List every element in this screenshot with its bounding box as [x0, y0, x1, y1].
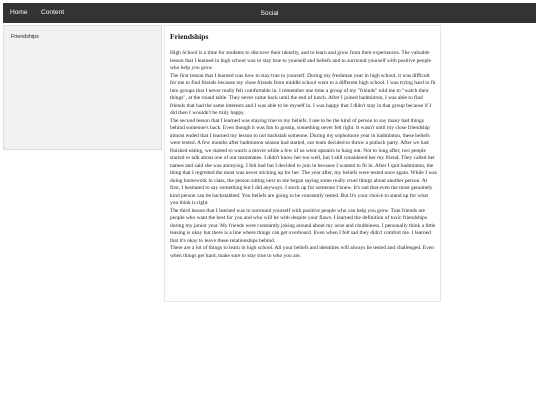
article-paragraph-third-lesson: The third lesson that I learned was to surround yourself with positive people who can help you grow. True friends are people who want the best for you and who will be with despite your flaws. I learned the definition of toxic friendships during my junior year. My friends were constantly joking around about my acne and chubbiness. I personally think a little teasing is okay but there is a line where things can get overboard. Even when I felt sad they didn't comfort me. I learned that it's okay to leave these relationships behind. — [170, 207, 436, 244]
sidebar — [3, 25, 162, 150]
article-body — [170, 50, 437, 260]
brand-title: Social — [260, 10, 279, 17]
nav-content-link[interactable]: Content — [41, 9, 65, 16]
main-content — [164, 25, 441, 302]
article-paragraph-first-lesson: The first lesson that I learned was how to stay true to yourself. During my freshman year in high school, it was difficult for me to find friends because my close friends from middle school went to a different high school. I was trying hard to fit into groups that I never really felt comfortable in. I remember one time a group of my "friends" told me to "watch their things", at the round table. They never came back until the end of lunch. After I joined badminton, I was able to find friends that had the same interests and I was able to be myself in. I was happy that I didn't stay in that group because if I did then I wouldn't be truly happy. — [170, 72, 436, 116]
page-title: Friendships — [170, 32, 209, 41]
nav-home-link[interactable]: Home — [10, 9, 28, 16]
article-container — [170, 32, 437, 260]
sidebar-item-friendships[interactable]: Friendships — [11, 34, 39, 40]
article-paragraph-intro: High School is a time for students to discover their identity, and to learn and grow from their experiences. The valuable lesson that I learned in high school was to stay true to yourself and beliefs and to surround yourself with positive people who help you grow. — [170, 50, 432, 71]
article-paragraph-conclusion: There are a lot of things to learn in high school. All your beliefs and identities will always be tested and challenged. Even when things get hard, make sure to stay true to who you are. — [170, 245, 434, 259]
top-navbar — [3, 3, 536, 23]
article-paragraph-second-lesson: The second lesson that I learned was staying true to my beliefs. I use to be the kind of person to say many bad things behind someone's back. Even though it was fun to gossip, something never felt right. It wasn't until my close friendship almost ended that I learned my lesson to not backstab someone. During my sophomore year in badminton, these beliefs were tested. A few months after badminton season had started, our team decided to throw a potluck party. After we had finished eating, we started to watch a movie while a few of us went upstairs to hang out. Not to long after, two people started to talk about one of our teammates. I didn't know her too well, but I still considered her my friend. They called her names and said she was annoying. I felt bad but I decided to join in because I wanted to fit in. After I quit badminton, the thing that I regretted the most was never sticking up for her. The year after, my beliefs were tested once again. While I was doing homework in class, the person sitting next to me began saying some really cruel things about another person. At first, I hesitated to say something but I did anyways. I stuck up for someone I knew. It's sad that even the most genuinely kind person can be backstabbed. You beliefs are going to be constantly tested. But It's your choice to stand up for what you think is right. — [170, 117, 437, 206]
